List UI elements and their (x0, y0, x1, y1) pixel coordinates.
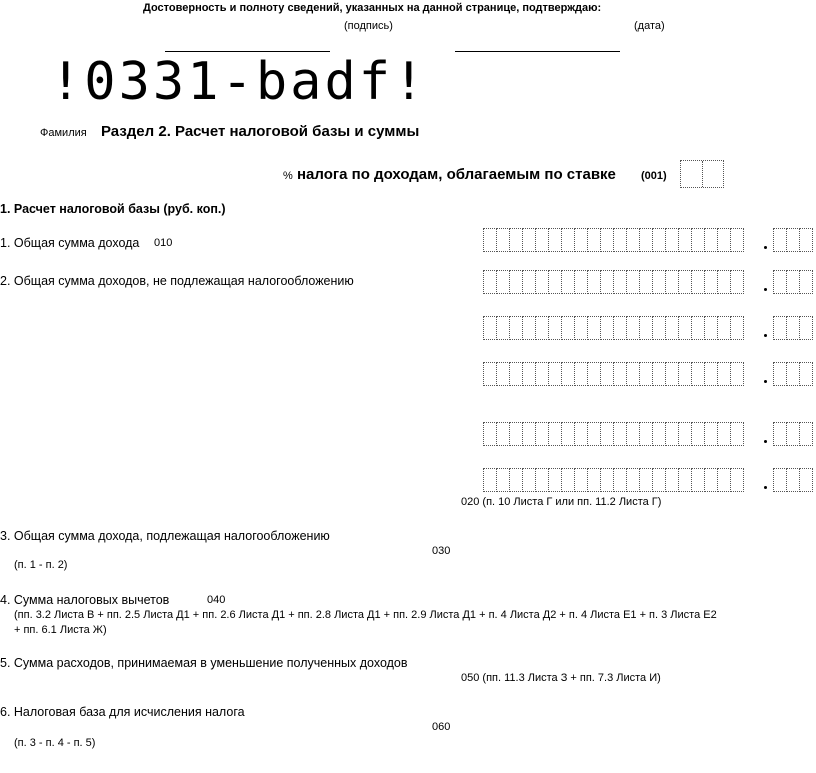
digit-cell[interactable] (574, 468, 588, 492)
digit-cell[interactable] (704, 468, 718, 492)
row5-label: 5. Сумма расходов, принимаемая в уменьшение полученных доходов (0, 656, 408, 670)
decimal-point (764, 440, 767, 443)
date-line[interactable] (455, 51, 620, 52)
row2-amount-field-4-rubles[interactable] (483, 422, 743, 446)
digit-cell[interactable] (665, 270, 679, 294)
row2-amount-field-1-rubles[interactable] (483, 270, 743, 294)
row2-amount-field-3-kopecks[interactable] (773, 362, 812, 386)
digit-cell[interactable] (600, 228, 614, 252)
digit-cell[interactable] (509, 422, 523, 446)
digit-cell[interactable] (626, 270, 640, 294)
digit-cell[interactable] (483, 228, 497, 252)
row6-code: 060 (432, 721, 451, 733)
digit-cell[interactable] (717, 270, 731, 294)
digit-cell[interactable] (730, 270, 744, 294)
decimal-point (764, 288, 767, 291)
row6-label: 6. Налоговая база для исчисления налога (0, 705, 245, 719)
digit-cell[interactable] (535, 270, 549, 294)
digit-cell[interactable] (639, 468, 653, 492)
digit-cell[interactable] (652, 270, 666, 294)
digit-cell[interactable] (786, 468, 800, 492)
digit-cell[interactable] (613, 422, 627, 446)
digit-cell[interactable] (773, 228, 787, 252)
digit-cell[interactable] (652, 316, 666, 340)
digit-cell[interactable] (773, 362, 787, 386)
digit-cell[interactable] (548, 422, 562, 446)
digit-cell[interactable] (522, 468, 536, 492)
signature-label: (подпись) (344, 20, 393, 32)
digit-cell[interactable] (730, 316, 744, 340)
digit-cell[interactable] (730, 228, 744, 252)
digit-cell[interactable] (509, 270, 523, 294)
digit-cell[interactable] (509, 228, 523, 252)
digit-cell[interactable] (717, 228, 731, 252)
digit-cell[interactable] (496, 422, 510, 446)
digit-cell[interactable] (704, 316, 718, 340)
row3-label: 3. Общая сумма дохода, подлежащая налогообложению (0, 529, 330, 543)
digit-cell[interactable] (678, 270, 692, 294)
digit-cell[interactable] (548, 270, 562, 294)
digit-cell[interactable] (799, 468, 813, 492)
digit-cell[interactable] (561, 422, 575, 446)
barcode: !0331-badf! (50, 52, 428, 112)
digit-cell[interactable] (587, 270, 601, 294)
digit-cell[interactable] (691, 270, 705, 294)
digit-cell[interactable] (773, 270, 787, 294)
digit-cell[interactable] (786, 316, 800, 340)
digit-cell[interactable] (483, 362, 497, 386)
digit-cell[interactable] (483, 468, 497, 492)
digit-cell[interactable] (600, 270, 614, 294)
row4-code: 040 (207, 594, 226, 606)
subtitle-code: (001) (641, 170, 667, 182)
digit-cell[interactable] (665, 228, 679, 252)
digit-cell[interactable] (678, 422, 692, 446)
digit-cell[interactable] (548, 362, 562, 386)
digit-cell[interactable] (535, 422, 549, 446)
section1-heading: 1. Расчет налоговой базы (руб. коп.) (0, 202, 226, 216)
certify-text: Достоверность и полноту сведений, указанных на данной странице, подтверждаю: (143, 2, 602, 14)
digit-cell[interactable] (678, 468, 692, 492)
digit-cell[interactable] (613, 316, 627, 340)
digit-cell[interactable] (704, 422, 718, 446)
digit-cell[interactable] (496, 316, 510, 340)
digit-cell[interactable] (535, 316, 549, 340)
digit-cell[interactable] (587, 316, 601, 340)
digit-cell[interactable] (639, 362, 653, 386)
row1-amount-field-rubles[interactable] (483, 228, 743, 252)
row2-label: 2. Общая сумма доходов, не подлежащая налогообложению (0, 274, 354, 288)
date-label: (дата) (634, 20, 665, 32)
digit-cell[interactable] (678, 228, 692, 252)
digit-cell[interactable] (613, 228, 627, 252)
digit-cell[interactable] (799, 362, 813, 386)
digit-cell[interactable] (799, 316, 813, 340)
digit-cell[interactable] (704, 362, 718, 386)
digit-cell[interactable] (665, 422, 679, 446)
digit-cell[interactable] (665, 316, 679, 340)
surname-label: Фамилия (40, 127, 87, 139)
digit-cell[interactable] (652, 228, 666, 252)
digit-cell[interactable] (522, 228, 536, 252)
digit-cell[interactable] (600, 422, 614, 446)
digit-cell[interactable] (535, 362, 549, 386)
digit-cell[interactable] (522, 270, 536, 294)
digit-cell[interactable] (652, 468, 666, 492)
digit-cell[interactable] (496, 228, 510, 252)
percent-sign: % (283, 170, 293, 182)
digit-cell[interactable] (786, 228, 800, 252)
digit-cell[interactable] (496, 468, 510, 492)
digit-cell[interactable] (639, 228, 653, 252)
digit-cell[interactable] (678, 362, 692, 386)
digit-cell[interactable] (587, 362, 601, 386)
digit-cell[interactable] (483, 316, 497, 340)
digit-cell[interactable] (613, 468, 627, 492)
digit-cell[interactable] (639, 270, 653, 294)
digit-cell[interactable] (652, 422, 666, 446)
row3-formula: (п. 1 - п. 2) (14, 559, 68, 571)
section-subtitle: налога по доходам, облагаемым по ставке (297, 166, 616, 183)
digit-cell[interactable] (626, 468, 640, 492)
digit-cell[interactable] (574, 362, 588, 386)
row2-amount-field-3-rubles[interactable] (483, 362, 743, 386)
digit-cell[interactable] (522, 362, 536, 386)
digit-cell[interactable] (548, 468, 562, 492)
digit-cell[interactable] (691, 228, 705, 252)
row3-code: 030 (432, 545, 451, 557)
digit-cell[interactable] (717, 362, 731, 386)
digit-cell[interactable] (799, 228, 813, 252)
digit-cell[interactable] (574, 228, 588, 252)
digit-cell[interactable] (691, 468, 705, 492)
digit-cell[interactable] (691, 316, 705, 340)
row2-amount-field-1-kopecks[interactable] (773, 270, 812, 294)
row2-code-note: 020 (п. 10 Листа Г или пп. 11.2 Листа Г) (461, 496, 662, 508)
digit-cell[interactable] (522, 422, 536, 446)
digit-cell[interactable] (535, 468, 549, 492)
digit-cell[interactable] (626, 362, 640, 386)
digit-cell[interactable] (786, 362, 800, 386)
decimal-point (764, 334, 767, 337)
row2-amount-field-4-kopecks[interactable] (773, 422, 812, 446)
digit-cell[interactable] (626, 422, 640, 446)
digit-cell[interactable] (561, 468, 575, 492)
digit-cell[interactable] (639, 316, 653, 340)
digit-cell[interactable] (509, 316, 523, 340)
row4-label: 4. Сумма налоговых вычетов (0, 593, 170, 607)
row2-amount-field-5-kopecks[interactable] (773, 468, 812, 492)
digit-cell[interactable] (483, 422, 497, 446)
digit-cell[interactable] (613, 362, 627, 386)
decimal-point (764, 486, 767, 489)
digit-cell[interactable] (587, 468, 601, 492)
digit-cell[interactable] (561, 270, 575, 294)
digit-cell[interactable] (652, 362, 666, 386)
digit-cell[interactable] (613, 270, 627, 294)
digit-cell[interactable] (600, 362, 614, 386)
digit-cell[interactable] (678, 316, 692, 340)
digit-cell[interactable] (773, 422, 787, 446)
digit-cell[interactable] (691, 362, 705, 386)
digit-cell[interactable] (574, 422, 588, 446)
digit-cell[interactable] (600, 316, 614, 340)
digit-cell[interactable] (587, 422, 601, 446)
digit-cell[interactable] (704, 270, 718, 294)
digit-cell[interactable] (639, 422, 653, 446)
digit-cell[interactable] (535, 228, 549, 252)
row2-amount-field-2-rubles[interactable] (483, 316, 743, 340)
row4-formula-line2: + пп. 6.1 Листа Ж) (14, 624, 107, 636)
digit-cell[interactable] (730, 468, 744, 492)
digit-cell[interactable] (717, 316, 731, 340)
row1-code: 010 (154, 237, 173, 249)
digit-cell[interactable] (626, 228, 640, 252)
digit-cell[interactable] (561, 362, 575, 386)
row5-code-note: 050 (пп. 11.3 Листа З + пп. 7.3 Листа И) (461, 672, 661, 684)
digit-cell[interactable] (483, 270, 497, 294)
digit-cell[interactable] (799, 270, 813, 294)
digit-cell[interactable] (773, 468, 787, 492)
digit-cell[interactable] (509, 468, 523, 492)
tax-rate-field[interactable] (680, 160, 724, 188)
digit-cell[interactable] (509, 362, 523, 386)
digit-cell[interactable] (522, 316, 536, 340)
row2-amount-field-2-kopecks[interactable] (773, 316, 812, 340)
row6-formula: (п. 3 - п. 4 - п. 5) (14, 737, 96, 749)
digit-cell[interactable] (548, 228, 562, 252)
row1-amount-field-kopecks[interactable] (773, 228, 812, 252)
digit-cell[interactable] (773, 316, 787, 340)
digit-cell[interactable] (786, 270, 800, 294)
digit-cell[interactable] (704, 228, 718, 252)
digit-cell[interactable] (691, 422, 705, 446)
digit-cell[interactable] (574, 316, 588, 340)
section-title: Раздел 2. Расчет налоговой базы и суммы (101, 123, 420, 140)
digit-cell[interactable] (496, 362, 510, 386)
digit-cell[interactable] (799, 422, 813, 446)
digit-cell[interactable] (730, 422, 744, 446)
row1-label: 1. Общая сумма дохода (0, 236, 140, 250)
digit-cell[interactable] (600, 468, 614, 492)
digit-cell[interactable] (717, 422, 731, 446)
digit-cell[interactable] (786, 422, 800, 446)
digit-cell[interactable] (665, 468, 679, 492)
row2-amount-field-5-rubles[interactable] (483, 468, 743, 492)
digit-cell[interactable] (561, 316, 575, 340)
digit-cell[interactable] (496, 270, 510, 294)
digit-cell[interactable] (561, 228, 575, 252)
digit-cell[interactable] (665, 362, 679, 386)
digit-cell[interactable] (626, 316, 640, 340)
digit-cell[interactable] (730, 362, 744, 386)
digit-cell[interactable] (574, 270, 588, 294)
digit-cell[interactable] (548, 316, 562, 340)
decimal-point (764, 380, 767, 383)
row4-formula-line1: (пп. 3.2 Листа В + пп. 2.5 Листа Д1 + пп. 2.6 Листа Д1 + пп. 2.8 Листа Д1 + пп. 2.9 Листа Д1 + п. 4 Листа Д2 + п. 4 Листа Е1 + п. 3 Листа Е2 (14, 609, 717, 621)
digit-cell[interactable] (717, 468, 731, 492)
digit-cell[interactable] (587, 228, 601, 252)
decimal-point (764, 246, 767, 249)
